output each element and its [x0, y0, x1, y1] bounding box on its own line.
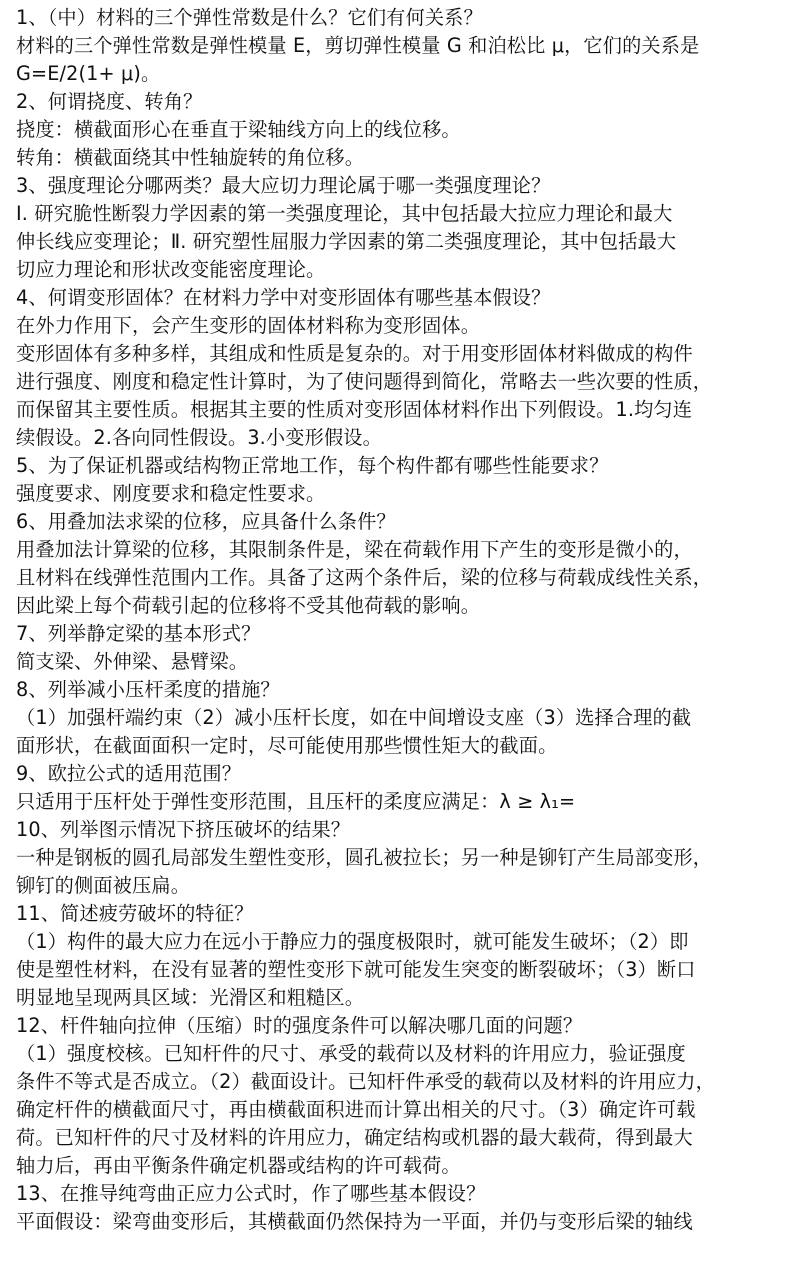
text-line: 3、强度理论分哪两类？最大应切力理论属于哪一类强度理论？ — [16, 174, 551, 197]
text-line: 面形状，在截面面积一定时，尽可能使用那些惯性矩大的截面。 — [16, 734, 558, 757]
text-line: （1）强度校核。已知杆件的尺寸、承受的载荷以及材料的许用应力，验证强度 — [16, 1042, 686, 1065]
text-line: 使是塑性材料，在没有显著的塑性变形下就可能发生突变的断裂破坏；（3）断口 — [16, 958, 696, 981]
text-line: 条件不等式是否成立。（2）截面设计。已知杆件承受的载荷以及材料的许用应力， — [16, 1070, 715, 1093]
text-line: 6、用叠加法求梁的位移，应具备什么条件？ — [16, 510, 396, 533]
text-line: Ⅰ. 研究脆性断裂力学因素的第一类强度理论，其中包括最大拉应力理论和最大 — [16, 202, 673, 225]
text-line: 8、列举减小压杆柔度的措施？ — [16, 678, 280, 701]
text-line: 在外力作用下，会产生变形的固体材料称为变形固体。 — [16, 314, 481, 337]
text-line: 1、（中）材料的三个弹性常数是什么？它们有何关系？ — [16, 6, 483, 29]
text-line: 用叠加法计算梁的位移，其限制条件是，梁在荷载作用下产生的变形是微小的， — [16, 538, 693, 561]
text-line: 续假设。2.各向同性假设。3.小变形假设。 — [16, 426, 382, 449]
text-line: 切应力理论和形状改变能密度理论。 — [16, 258, 326, 281]
text-line: 2、何谓挠度、转角？ — [16, 90, 203, 113]
text-line: 13、在推导纯弯曲正应力公式时，作了哪些基本假设？ — [16, 1182, 486, 1205]
text-line: 强度要求、刚度要求和稳定性要求。 — [16, 482, 326, 505]
text-line: 10、列举图示情况下挤压破坏的结果？ — [16, 818, 351, 841]
text-line: 5、为了保证机器或结构物正常地工作，每个构件都有哪些性能要求？ — [16, 454, 609, 477]
text-line: 7、列举静定梁的基本形式？ — [16, 622, 261, 645]
text-line: 而保留其主要性质。根据其主要的性质对变形固体材料作出下列假设。1.均匀连 — [16, 398, 693, 421]
text-line: 转角：横截面绕其中性轴旋转的角位移。 — [16, 146, 365, 169]
text-line: G=E/2(1+ μ)。 — [16, 62, 161, 85]
text-line: 进行强度、刚度和稳定性计算时，为了使问题得到简化，常略去一些次要的性质， — [16, 370, 713, 393]
text-line: 伸长线应变理论；Ⅱ. 研究塑性屈服力学因素的第二类强度理论，其中包括最大 — [16, 230, 677, 253]
text-line: 铆钉的侧面被压扁。 — [16, 874, 191, 897]
text-line: 变形固体有多种多样，其组成和性质是复杂的。对于用变形固体材料做成的构件 — [16, 342, 693, 365]
text-line: 4、何谓变形固体？在材料力学中对变形固体有哪些基本假设？ — [16, 286, 551, 309]
text-line: 只适用于压杆处于弹性变形范围，且压杆的柔度应满足：λ ≥ λ₁= — [16, 790, 576, 813]
text-line: 因此梁上每个荷载引起的位移将不受其他荷载的影响。 — [16, 594, 481, 617]
text-line: 明显地呈现两具区域：光滑区和粗糙区。 — [16, 986, 365, 1009]
text-line: （1）加强杆端约束（2）减小压杆长度，如在中间增设支座（3）选择合理的截 — [16, 706, 692, 729]
text-line: 轴力后，再由平衡条件确定机器或结构的许可载荷。 — [16, 1154, 461, 1177]
text-line: 12、杆件轴向拉伸（压缩）时的强度条件可以解决哪几面的问题？ — [16, 1014, 583, 1037]
text-line: （1）构件的最大应力在远小于静应力的强度极限时，就可能发生破坏；（2）即 — [16, 930, 689, 953]
text-line: 荷。已知杆件的尺寸及材料的许用应力，确定结构或机器的最大载荷，得到最大 — [16, 1126, 693, 1149]
text-line: 9、欧拉公式的适用范围？ — [16, 762, 242, 785]
text-line: 且材料在线弹性范围内工作。具备了这两个条件后，梁的位移与荷载成线性关系， — [16, 566, 713, 589]
text-line: 11、简述疲劳破坏的特征？ — [16, 902, 254, 925]
text-line: 平面假设：梁弯曲变形后，其横截面仍然保持为一平面，并仍与变形后梁的轴线 — [16, 1210, 693, 1233]
text-line: 材料的三个弹性常数是弹性模量 E，剪切弹性模量 G 和泊松比 μ，它们的关系是 — [16, 34, 700, 57]
text-line: 确定杆件的横截面尺寸，再由横截面积进而计算出相关的尺寸。（3）确定许可载 — [16, 1098, 696, 1121]
text-line: 简支梁、外伸梁、悬臂梁。 — [16, 650, 249, 673]
text-line: 一种是钢板的圆孔局部发生塑性变形，圆孔被拉长；另一种是铆钉产生局部变形， — [16, 846, 713, 869]
text-line: 挠度：横截面形心在垂直于梁轴线方向上的线位移。 — [16, 118, 461, 141]
